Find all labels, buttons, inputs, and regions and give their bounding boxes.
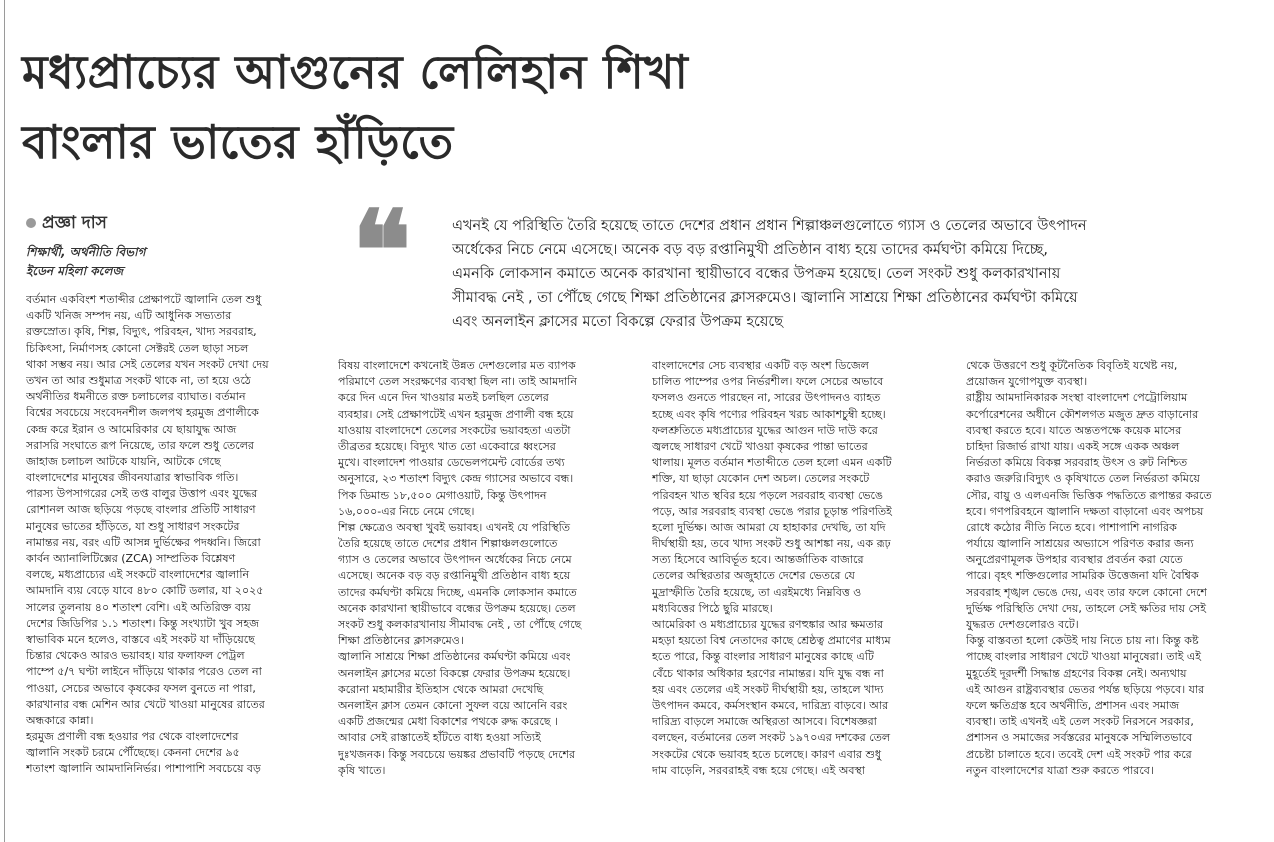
headline-line-1: মধ্যপ্রাচ্যের আগুনের লেলিহান শিখা <box>22 45 689 99</box>
article-text-line: রক্তস্রোত। কৃষি, শিল্প, বিদ্যুৎ, পরিবহন, খাদ্য সরবরাহ, <box>26 325 257 339</box>
article-text-line: অন্ধকারে কান্না। <box>26 713 94 727</box>
article-text-line: থাকা সম্ভব নয়। আর সেই তেলের যখন সংকট দেখা দেয় <box>26 357 269 371</box>
article-text-line: করোনা মহামারীর ইতিহাস থেকে আমরা দেখেছি <box>338 682 544 696</box>
article-text-line: এই আগুন রাষ্ট্রব্যবস্থার ভেতর পর্যন্ত ছড়িয়ে পড়বে। যার <box>966 682 1205 696</box>
article-text-line: সরবরাহ শৃঙ্খল ভেঙে দেয়, এবং তার ফলে কোনো দেশে <box>966 585 1207 599</box>
article-text-line: কৃষি খাতে। <box>338 763 386 777</box>
article-text-line: বলছেন, বর্তমানের তেল সংকট ১৯৭০এর দশকের তেল <box>652 731 891 745</box>
article-text-line: ব্যবস্থা করতে হবে। যাতে অন্ততপক্ষে কয়েক মাসের <box>966 423 1182 437</box>
article-text-line: চাহিদা রিজার্ভ রাখা যায়। একই সঙ্গে একক অঞ্চল <box>966 439 1180 453</box>
article-text-line: ফসলও গুনতে পারছেন না, সারের উৎপাদনও ব্যাহত <box>652 391 881 405</box>
article-text-line: তেলের অস্থিরতার অজুহাতে দেশের ভেতরে যে <box>652 569 855 583</box>
quote-mark-icon: ❝ <box>352 186 412 315</box>
article-text-line: নতুন বাংলাদেশের যাত্রা শুরু করতে পারবে। <box>966 763 1154 777</box>
article-text-line: হচ্ছে এবং কৃষি পণ্যের পরিবহন খরচ আকাশচুম্বী হচ্ছে। <box>652 407 886 421</box>
article-text-line: রাষ্ট্রীয় আমদানিকারক সংস্থা বাংলাদেশ পেট্রোলিয়াম <box>966 391 1188 405</box>
article-text-line: শিক্ষা প্রতিষ্ঠানের ক্লাসরুমেও। <box>338 634 464 648</box>
article-text-line: ব্যবহার। সেই প্রেক্ষাপটেই এখন হরমুজ প্রণালী বন্ধ হয়ে <box>338 407 574 421</box>
article-text-line: মুদ্রাস্ফীতি তৈরি হয়েছে, তা এরইমধ্যে নিম্নবিত্ত ও <box>652 585 862 599</box>
article-text-line: দেশের জিডিপির ১.১ শতাংশ। কিন্তু সংখ্যাটা খুব সহজ <box>26 616 259 630</box>
article-text-line: মহড়া হয়তো বিশ্ব নেতাদের কাছে শ্রেষ্ঠত্ব প্রমাণের মাধ্যম <box>652 634 891 648</box>
article-text-line: পরিমাণে তেল সংরক্ষণের ব্যবস্থা ছিল না। তাই আমদানি <box>338 375 577 389</box>
article-text-line: সরাসরি সংঘাতে রূপ নিয়েছে, তার ফলে শুধু তেলের <box>26 438 254 452</box>
article-text-line: পাচ্ছে বাংলার সাধারণ খেটে খাওয়া মানুষেরা। তাই এই <box>966 650 1202 664</box>
article-text-line: কারখানার বন্ধ মেশিন আর খেটে খাওয়া মানুষের রাতের <box>26 697 265 711</box>
article-text-line: এসেছে। অনেক বড় বড় রপ্তানিমুখী প্রতিষ্ঠান বাধ্য হয়ে <box>338 569 571 583</box>
pull-quote <box>452 214 1247 334</box>
headline-line-2: বাংলার ভাতের হাঁড়িতে <box>22 115 454 169</box>
article-text-line: আমেরিকা ও মধ্যপ্রাচ্যের যুদ্ধের রণহুঙ্কার আর ক্ষমতার <box>652 618 884 631</box>
article-text-line: প্রয়োজন যুগোপযুক্ত ব্যবস্থা। <box>966 375 1088 389</box>
pull-quote-line: এমনকি লোকসান কমাতে অনেক কারখানা স্থায়ীভাবে বন্ধের উপক্রম হয়েছে। তেল সংকট শুধু কলকারখানায় <box>452 266 1061 282</box>
article-text-line: প্রশাসন ও সমাজের সর্বস্তরের মানুষকে সম্মিলিতভাবে <box>966 731 1193 745</box>
article-text-line: যুদ্ধরত দেশগুলোরও বটে। <box>966 618 1079 631</box>
article-text-line: দীর্ঘস্থায়ী হয়, তবে খাদ্য সংকট শুধু আশঙ্কা নয়, এক রূঢ় <box>652 537 891 551</box>
article-text-line: মধ্যবিত্তের পিঠে ছুরি মারছে। <box>652 601 773 615</box>
article-text-line: পারে। বৃহৎ শক্তিগুলোর সামরিক উত্তেজনা যদি বৈশ্বিক <box>966 569 1199 583</box>
article-text-line: জ্বালানি সংকট চরমে পৌঁছেছে। কেননা দেশের ৯৫ <box>26 746 240 760</box>
article-text-line: নামান্তর নয়, বরং এটি আসন্ন দুর্ভিক্ষের পদধ্বনি। জিরো <box>26 535 261 549</box>
article-text-line: জ্বালানি সাশ্রয়ে শিক্ষা প্রতিষ্ঠানের কর্মঘণ্টা কমিয়ে এবং <box>338 650 571 664</box>
article-text-line: মুখে। বাংলাদেশ পাওয়ার ডেভেলপমেন্ট বোর্ডের তথ্য <box>338 456 565 470</box>
article-text-line: কর্পোরেশনের অধীনে কৌশলগত মজুত দ্রুত বাড়ানোর <box>966 407 1199 421</box>
article-text-line: আমদানি ব্যয় বেড়ে যাবে ৪৮০ কোটি ডলার, যা ২০২৫ <box>26 584 264 598</box>
article-text-line: যাওয়ায় বাংলাদেশে তেলের সংকটের ভয়াবহতা এতটা <box>338 423 571 437</box>
author-name: প্রজ্ঞা দাস <box>42 213 107 233</box>
article-text-line: ফলশ্রুতিতে মধ্যপ্রাচ্যের যুদ্ধের আগুন দাউ দাউ করে <box>652 423 878 437</box>
article-column-3 <box>652 358 934 779</box>
article-text-line: অনেক কারখানা স্থায়ীভাবে বন্ধের উপক্রম হয়েছে। তেল <box>338 601 576 615</box>
article-text-line: থালায়। মূলত বর্তমান শতাব্দীতে তেল হলো এমন একটি <box>652 456 892 470</box>
pull-quote-line: এবং অনলাইন ক্লাসের মতো বিকল্পে ফেরার উপক্রম হয়েছে <box>452 314 784 330</box>
article-text-line: অনুপ্রেরণামূলক উপহার ব্যবস্থার প্রবর্তন করা যেতে <box>966 553 1183 567</box>
article-text-line: বর্তমান একবিংশ শতাব্দীর প্রেক্ষাপটে জ্বালানি তেল শুধু <box>26 293 262 306</box>
article-text-line: বাংলাদেশের মানুষের জীবনযাত্রার স্বাভাবিক গতি। <box>26 471 239 485</box>
author-institution: ইডেন মহিলা কলেজ <box>26 264 124 278</box>
article-text-line: পাম্পে ৫/৭ ঘণ্টা লাইনে দাঁড়িয়ে থাকার পরেও তেল না <box>26 665 262 679</box>
article-text-line: শতাংশ জ্বালানি আমদানিনির্ভর। পাশাপাশি সবচেয়ে বড় <box>26 762 261 776</box>
pull-quote-line: এখনই যে পরিস্থিতি তৈরি হয়েছে তাতে দেশের প্রধান প্রধান শিল্পাঞ্চলগুলোতে গ্যাস ও তেলের অভাবে উৎপাদন <box>452 218 1087 234</box>
article-text-line: শিল্প ক্ষেত্রেও অবস্থা খুবই ভয়াবহ। এখনই যে পরিস্থিতি <box>338 520 571 534</box>
article-column-2 <box>338 358 620 779</box>
article-text-line: হতে পারে, কিন্তু বাংলার সাধারণ মানুষের কাছে এটি <box>652 650 874 664</box>
article-text-line: কেন্দ্র করে ইরান ও আমেরিকার যে ছায়াযুদ্ধ আজ <box>26 422 237 436</box>
article-text-line: চিকিৎসা, নির্মাণসহ কোনো সেক্টরই তেল ছাড়া সচল <box>26 341 249 355</box>
article-text-line: দুর্ভিক্ষ পরিস্থিতি দেখা দেয়, তাহলে সেই ক্ষতির দায় সেই <box>966 601 1206 615</box>
article-text-line: তখন তা আর শুধুমাত্র সংকট থাকে না, তা হয়ে ওঠে <box>26 373 251 387</box>
article-text-line: অনলাইন ক্লাসের মতো বিকল্পে ফেরার উপক্রম হয়েছে। <box>338 666 571 680</box>
article-text-line: বেঁচে থাকার অধিকার হরণের নামান্তর। যদি যুদ্ধ বন্ধ না <box>652 666 884 680</box>
article-text-line: করে দিন এনে দিন খাওয়ার মতই চলছিল তেলের <box>338 391 549 405</box>
article-text-line: বিশ্বের সবচেয়ে সংবেদনশীল জলপথ হরমুজ প্রণালীকে <box>26 406 259 420</box>
article-text-line: প্রচেষ্টা চালাতে হবে। তবেই দেশ এই সংকট পার করে <box>966 747 1192 761</box>
article-text-line: পাওয়া, সেচের অভাবে কৃষকের ফসল বুনতে না পারা, <box>26 681 256 695</box>
article-text-line: রোশানল আজ ছড়িয়ে পড়ছে বাংলার প্রতিটি সাধারণ <box>26 503 256 517</box>
article-text-line: ফলে ক্ষতিগ্রস্ত হবে অর্থনীতি, প্রশাসন এবং সমাজ <box>966 698 1180 712</box>
article-text-line: বলছে, মধ্যপ্রাচ্যের এই সংকটে বাংলাদেশের জ্বালানি <box>26 568 250 582</box>
article-text-line: পরিবহন খাত স্থবির হয়ে পড়লে সরবরাহ ব্যবস্থা ভেঙে <box>652 488 884 502</box>
article-text-line: চালিত পাম্পের ওপর নির্ভরশীল। ফলে সেচের অভাবে <box>652 375 884 389</box>
article-text-line: পড়ে, আর সরবরাহ ব্যবস্থা ভেঙে পরার চূড়ান্ত পরিণতিই <box>652 504 892 518</box>
article-text-line: তৈরি হয়েছে তাতে দেশের প্রধান শিল্পাঞ্চলগুলোতে <box>338 537 558 551</box>
article-text-line: সৌর, বায়ু ও এলএনজি ভিত্তিক পদ্ধতিতে রূপান্তর করতে <box>966 488 1212 502</box>
article-text-line: দাম বাড়েনি, সরবরাহই বন্ধ হয়ে গেছে। এই অবস্থা <box>652 763 865 777</box>
article-text-line: সত্য হিসেবে আবির্ভূত হবে। আন্তর্জাতিক বাজারে <box>652 553 864 567</box>
article-text-line: বিষয় বাংলাদেশে কখনোই উন্নত দেশগুলোর মত ব্যাপক <box>338 359 576 372</box>
article-text-line: দারিদ্র্য বাড়লে সমাজে অস্থিরতা আসবে। বিশেষজ্ঞরা <box>652 715 877 729</box>
article-text-line: হবে। গণপরিবহনে জ্বালানি দক্ষতা বাড়ানো এবং অপচয় <box>966 504 1204 518</box>
article-text-line: হলো দুর্ভিক্ষ। আজ আমরা যে হাহাকার দেখছি, তা যদি <box>652 520 886 534</box>
pull-quote-line: সীমাবদ্ধ নেই , তা পৌঁছে গেছে শিক্ষা প্রতিষ্ঠানের ক্লাসরুমেও। জ্বালানি সাশ্রয়ে শিক্ষা প্রতিষ্ঠানের কর্মঘণ্টা কমিয়ে <box>452 290 1078 306</box>
article-text-line: কার্বন অ্যানালিটিক্সের (ZCA) সাম্প্রতিক বিশ্লেষণ <box>26 552 236 565</box>
article-text-line: করাও জরুরি।বিদ্যুৎ ও কৃষিখাতে তেল নির্ভরতা কমিয়ে <box>966 472 1200 486</box>
article-text-line: থেকে উত্তরণে শুধু কূটনৈতিক বিবৃতিই যথেষ্ট নয়, <box>966 359 1178 372</box>
article-text-line: দুঃখজনক। কিন্তু সবচেয়ে ভয়ঙ্কর প্রভাবটি পড়ছে দেশের <box>338 747 576 761</box>
pull-quote-line: অর্ধেকের নিচে নেমে এসেছে। অনেক বড় বড় রপ্তানিমুখী প্রতিষ্ঠান বাধ্য হয়ে তাদের কর্মঘণ্টা কমিয়ে দিচ্ছে, <box>452 242 1049 258</box>
article-text-line: তাদের কর্মঘণ্টা কমিয়ে দিচ্ছে, এমনকি লোকসান কমাতে <box>338 585 577 599</box>
article-text-line: সংকট শুধু কলকারখানায় সীমাবদ্ধ নেই , তা পৌঁছে গেছে <box>338 618 582 631</box>
article-text-line: মুহূর্তেই দূরদর্শী সিদ্ধান্ত গ্রহণের বিকল্প নেই। অন্যথায় <box>966 666 1187 680</box>
article-text-line: বাংলাদেশের সেচ ব্যবস্থার একটি বড় অংশ ডিজেল <box>652 359 869 372</box>
article-text-line: জাহাজ চলাচল আটকে যায়নি, আটকে গেছে <box>26 454 221 468</box>
article-text-line: জ্বলছে সাধারণ খেটে খাওয়া কৃষকের পান্তা ভাতের <box>652 439 868 453</box>
article-text-line: অনলাইন ক্লাস তেমন কোনো সুফল বয়ে আনেনি বরং <box>338 698 568 712</box>
article-text-line: গ্যাস ও তেলের অভাবে উৎপাদন অর্ধেকের নিচে নেমে <box>338 553 572 567</box>
byline <box>26 210 107 238</box>
article-text-line: শক্তি, যা ছাড়া যেকোন দেশ অচল। তেলের সংকটে <box>652 472 870 486</box>
page-edge-line <box>4 0 5 842</box>
article-column-1 <box>26 292 308 778</box>
article-text-line: হয় এবং তেলের এই সংকট দীর্ঘস্থায়ী হয়, তাহলে খাদ্য <box>652 682 884 696</box>
article-column-4 <box>966 358 1248 779</box>
article-text-line: হরমুজ প্রণালী বন্ধ হওয়ার পর থেকে বাংলাদেশের <box>26 730 239 744</box>
article-text-line: পারস্য উপসাগরের সেই তপ্ত বালুর উত্তাপ এবং যুদ্ধের <box>26 487 258 501</box>
article-text-line: পিক ডিমান্ড ১৮,৫০০ মেগাওয়াট, কিন্তু উৎপাদন <box>338 488 547 502</box>
article-text-line: আবার সেই রাস্তাতেই হাঁটতে বাধ্য হওয়া সত্যিই <box>338 731 541 745</box>
article-text-line: তীব্রতর হয়েছে। বিদ্যুৎ খাত তো একেবারে ধ্বংসের <box>338 439 556 453</box>
article-text-line: ১৬,০০০-এর নিচে নেমে গেছে। <box>338 504 475 518</box>
article-text-line: কিন্তু বাস্তবতা হলো কেউই দায় নিতে চায় না। কিন্তু কষ্ট <box>966 634 1199 648</box>
article-text-line: উৎপাদন কমবে, কর্মসংস্থান কমবে, দারিদ্র্য বাড়বে। আর <box>652 698 889 712</box>
article-text-line: চিন্তার থেকেও আরও ভয়াবহ। যার ফলাফল পেট্রল <box>26 649 245 663</box>
article-text-line: অনুসারে, ২৩ শতাংশ বিদ্যুৎ কেন্দ্র গ্যাসের অভাবে বন্ধ। <box>338 472 574 486</box>
bullet-dot-icon <box>26 218 36 228</box>
article-text-line: অর্থনীতির ধমনীতে রক্ত চলাচলের ব্যাঘাত। বর্তমান <box>26 390 246 404</box>
article-text-line: একটি খনিজ সম্পদ নয়, এটি আধুনিক সভ্যতার <box>26 309 232 323</box>
article-text-line: একটি প্রজন্মের মেধা বিকাশের পথকে রুদ্ধ করেছে । <box>338 715 558 729</box>
article-text-line: সালের তুলনায় ৪০ শতাংশ বেশি। এই অতিরিক্ত ব্যয় <box>26 600 251 614</box>
article-text-line: পর্যায়ে জ্বালানি সাশ্রয়ের অভ্যাসে পরিণত করার জন্য <box>966 537 1194 551</box>
author-role: শিক্ষার্থী, অর্থনীতি বিভাগ <box>26 245 146 259</box>
article-text-line: নির্ভরতা কমিয়ে বিকল্প সরবরাহ উৎস ও রুট নিশ্চিত <box>966 456 1188 470</box>
article-text-line: সংকটের থেকে ভয়াবহ হতে চলেছে। কারণ এবার শুধু <box>652 747 882 761</box>
article-text-line: মানুষের ভাতের হাঁড়িতে, যা শুধু সাধারণ সংকটের <box>26 519 240 533</box>
article-text-line: রোধে কঠোর নীতি নিতে হবে। পাশাপাশি নাগরিক <box>966 520 1177 534</box>
article-text-line: ব্যবস্থা। তাই এখনই এই তেল সংকট নিরসনে সরকার, <box>966 715 1194 729</box>
article-text-line: স্বাভাবিক মনে হলেও, বাস্তবে এই সংকট যা দাঁড়িয়েছে <box>26 632 255 646</box>
